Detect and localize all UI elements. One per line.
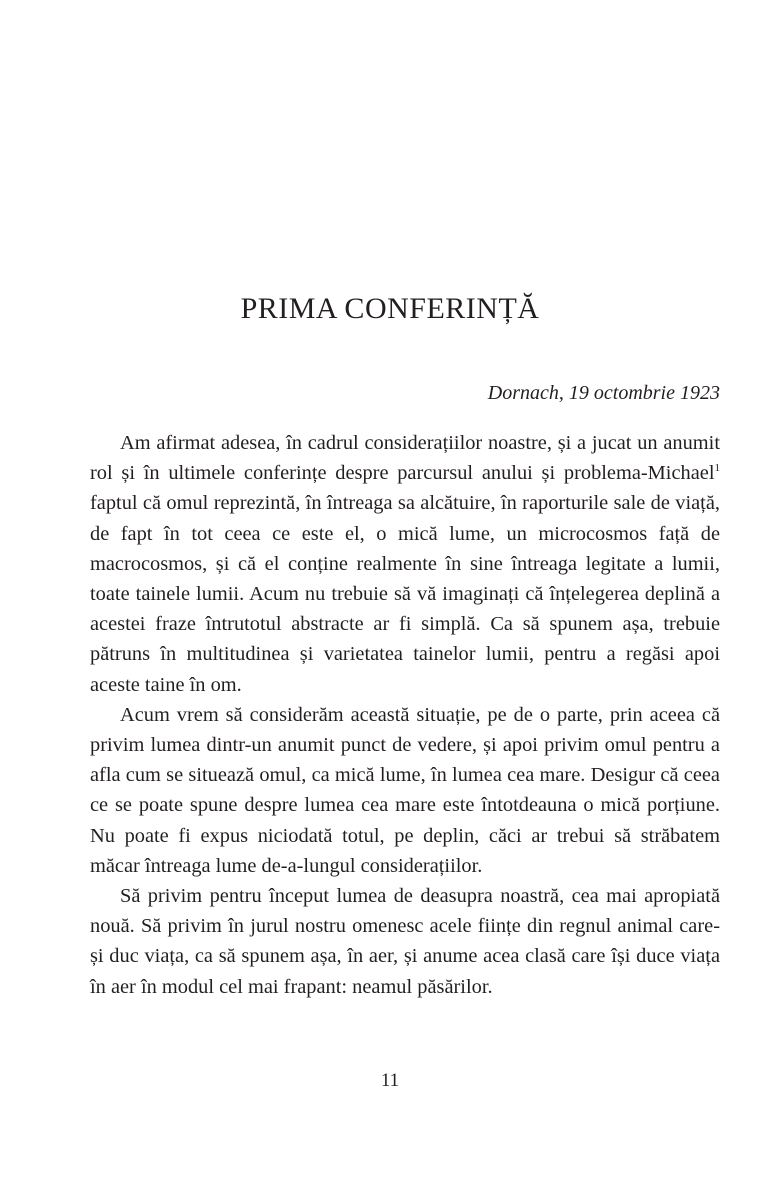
- dateline: Dornach, 19 octombrie 1923: [487, 382, 720, 404]
- body-text: [90, 428, 720, 1002]
- paragraph-1: [90, 428, 720, 700]
- paragraph-3: Să privim pentru început lumea de deasupra noastră, cea mai apropiată nouă. Să privim în jurul nostru omenesc acele ființe din regnul animal care-și duc viața, ca să spunem așa, în aer, și anume acea clasă care își duce viața în aer în modul cel mai frapant: neamul păsărilor.: [90, 885, 720, 998]
- page-number: 11: [380, 1070, 400, 1091]
- chapter-title: PRIMA CONFERINȚĂ: [240, 292, 540, 325]
- paragraph-1-end: faptul că omul reprezintă, în întreaga sa alcătuire, în raporturile sale de viață, de fapt în tot ceea ce este el, o mică lume, un microcosmos față de macrocosmos, și că el conține realmente în sine întreaga legitate a lumii, toate tainele lumii. Acum nu trebuie să vă imaginați că înțelegerea deplină a acestei fraze întrutotul abstracte ar fi simplă. Ca să spunem așa, trebuie pătruns în multitudinea și varietatea tainelor lumii, pentru a regăsi apoi aceste taine în om.: [90, 492, 720, 696]
- paragraph-1-start: Am afirmat adesea, în cadrul considerațiilor noastre, și a jucat un anumit rol și în ultimele conferințe despre parcursul anului și problema-Michael: [90, 432, 720, 485]
- footnote-reference: 1: [714, 462, 720, 475]
- paragraph-2: Acum vrem să considerăm această situație, pe de o parte, prin aceea că privim lumea dintr-un anumit punct de vedere, și apoi privim omul pentru a afla cum se situează omul, ca mică lume, în lumea cea mare. Desigur că ceea ce se poate spune despre lumea cea mare este întotdeauna o mică porțiune. Nu poate fi expus niciodată totul, pe deplin, căci ar trebui să străbatem măcar întreaga lume de-a-lungul considerațiilor.: [90, 703, 720, 877]
